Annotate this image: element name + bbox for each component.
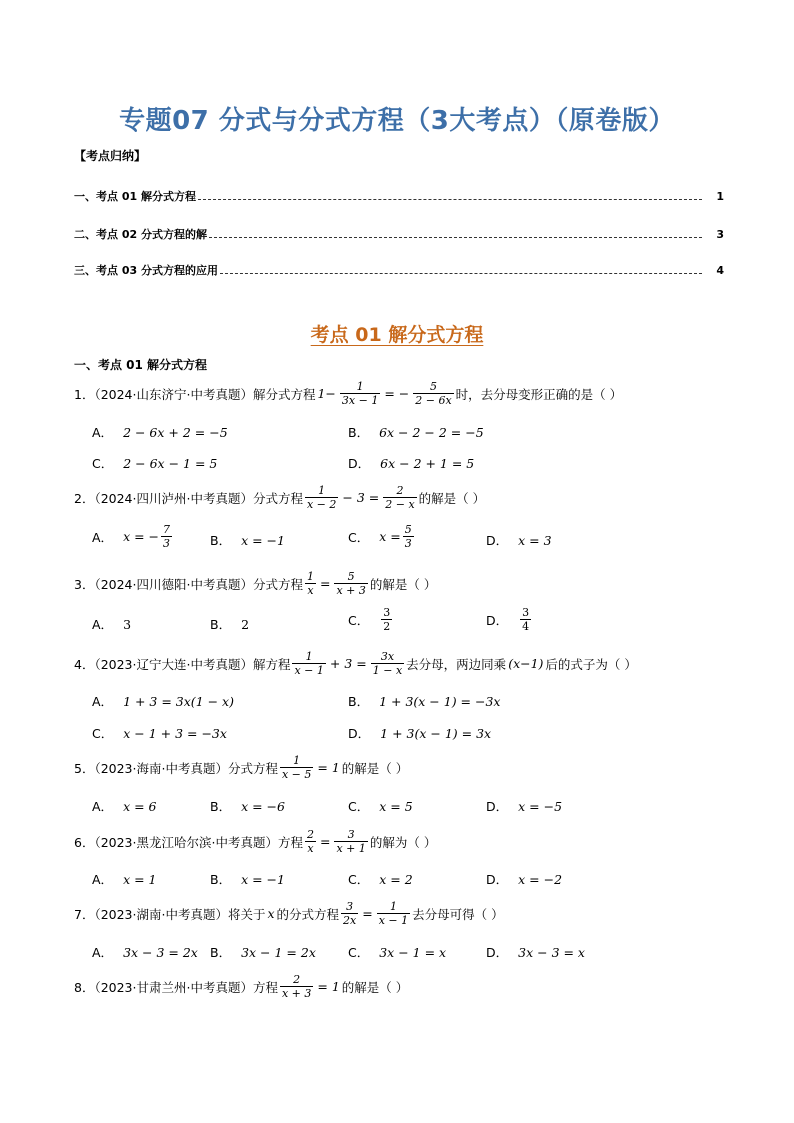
option-text: 2 − 6x + 2 = −5 [123,424,228,440]
fraction [403,523,414,550]
toc-page: 1 [716,190,724,203]
option-label: D． [486,533,509,548]
math-term: = [362,906,373,921]
math-term: = 1 [317,979,340,994]
question-tail: 后的式子为（ ） [545,656,637,672]
question-stem: 1．（2024·山东济宁·中考真题）解分式方程 [74,386,316,402]
option-c[interactable] [348,606,394,633]
denominator: x + 3 [281,987,312,1000]
option-text: x = 2 [379,871,413,887]
option-c[interactable] [348,870,413,888]
denominator: x + 3 [336,584,366,597]
fraction [305,570,316,597]
option-label: D． [486,872,509,887]
numerator: 3 [346,900,354,913]
option-d[interactable] [486,531,552,549]
denominator: x − 1 [294,664,324,677]
option-label: A． [92,799,114,814]
option-a[interactable] [92,692,234,710]
denominator: 4 [522,620,530,633]
denominator: 2 − x [385,498,415,511]
option-label: D． [348,726,371,741]
option-label: C． [348,945,370,960]
option-text: x = 1 [123,871,157,887]
math-term: = 1 [317,760,340,775]
option-label: B． [210,617,232,632]
option-a[interactable] [92,797,157,815]
option-label: B． [210,945,232,960]
option-text: x = 5 [379,798,413,814]
option-text: 3x − 3 = 2x [123,944,198,960]
fraction [161,523,172,550]
option-text: 3 [123,616,132,632]
question-3 [74,570,436,597]
denominator: 3 [404,537,412,550]
option-label: A． [92,694,114,709]
numerator: 3x [380,650,395,663]
option-text: 3x − 3 = x [518,944,585,960]
toc-item-2[interactable] [74,226,724,242]
option-d[interactable] [348,454,474,472]
option-label: C． [348,799,370,814]
math-term: x [267,906,275,921]
fraction [377,900,410,927]
question-tail: 的解是（ ） [341,760,409,776]
math-term: = [319,834,331,849]
question-stem: 3．（2024·四川德阳·中考真题）分式方程 [74,576,303,592]
option-label: A． [92,529,114,545]
option-label: C． [348,612,370,628]
fraction [305,828,316,855]
option-text: 2 [241,616,250,632]
option-text: 1 + 3 = 3x(1 − x) [123,693,234,709]
toc-item-1[interactable] [74,188,724,204]
question-stem: 6．（2023·黑龙江哈尔滨·中考真题）方程 [74,834,303,850]
option-a[interactable] [92,870,157,888]
option-text: x = −1 [241,532,285,548]
fraction [280,973,313,1000]
numerator: 2 [306,828,314,841]
option-d[interactable] [486,870,562,888]
question-8 [74,973,408,1000]
question-tail: 的解是（ ） [341,979,409,995]
fraction [520,606,531,633]
question-tail: 的解是（ ） [369,576,437,592]
question-stem: 的分式方程 [276,906,340,922]
numerator: 1 [356,380,364,393]
fraction [340,380,380,407]
fraction [381,606,392,633]
question-7 [74,900,504,927]
numerator: 2 [396,484,404,497]
option-b[interactable] [348,423,484,441]
option-text: 3x − 1 = 2x [241,944,316,960]
option-label: A． [92,425,114,440]
option-d[interactable] [486,606,533,633]
denominator: x − 5 [281,768,312,781]
option-text: x = −1 [241,871,285,887]
fraction [371,650,404,677]
toc-page: 4 [716,264,724,277]
option-a[interactable] [92,615,131,633]
toc-heading: 【考点归纳】 [74,149,147,163]
option-b[interactable] [210,943,316,961]
numerator: 5 [347,570,355,583]
denominator: x [307,584,314,597]
option-text: x = 6 [123,798,157,814]
numerator: 1 [305,650,313,663]
option-label: A． [92,872,114,887]
option-text: 1 + 3(x − 1) = 3x [380,725,492,741]
option-label: A． [92,617,114,632]
denominator: x [307,842,314,855]
question-stem: 4．（2023·辽宁大连·中考真题）解方程 [74,656,291,672]
option-d[interactable] [486,797,562,815]
math-term: = − [384,386,410,401]
option-text: x = [379,529,401,544]
numerator: 3 [383,606,391,619]
option-a[interactable] [92,523,174,550]
question-tail: 去分母，两边同乘 [406,656,507,672]
question-4 [74,650,637,677]
option-b[interactable] [210,870,285,888]
option-d[interactable] [348,724,491,742]
option-a[interactable] [92,423,228,441]
option-label: B． [210,872,232,887]
fraction [334,570,367,597]
fraction [341,900,358,927]
denominator: 2 [383,620,391,633]
option-text: x = 3 [518,532,552,548]
option-b[interactable] [210,531,285,549]
option-c[interactable] [348,797,413,815]
question-tail: 的解为（ ） [369,834,437,850]
denominator: 2 − 6x [415,394,452,407]
numerator: 5 [404,523,412,536]
option-text: 3x − 1 = x [379,944,447,960]
option-c[interactable] [92,724,227,742]
numerator: 5 [429,380,437,393]
option-label: B． [210,799,232,814]
question-tail: 去分母可得（ ） [412,906,504,922]
option-label: C． [92,726,114,741]
toc-leader [209,237,702,238]
question-stem: 8．（2023·甘肃兰州·中考真题）方程 [74,979,278,995]
fraction [305,484,338,511]
fraction [280,754,313,781]
math-term: 1− [317,386,336,401]
math-term: = [319,576,331,591]
option-text: 2 − 6x − 1 = 5 [123,455,218,471]
option-text: 6x − 2 − 2 = −5 [379,424,484,440]
option-text: x = − [123,529,160,544]
option-c[interactable] [92,454,217,472]
numerator: 3 [347,828,355,841]
option-text: x = −2 [518,871,563,887]
option-b[interactable] [210,615,249,633]
denominator: 3x − 1 [341,394,379,407]
fraction [292,650,325,677]
option-c[interactable] [348,523,416,550]
fraction [383,484,416,511]
option-c[interactable] [348,943,446,961]
option-b[interactable] [348,692,500,710]
math-term: − 3 = [342,490,380,505]
question-stem: 7．（2023·湖南·中考真题）将关于 [74,906,266,922]
option-label: C． [348,872,370,887]
question-stem: 5．（2023·海南·中考真题）分式方程 [74,760,278,776]
option-label: D． [486,945,509,960]
question-2 [74,484,485,511]
question-tail: 的解是（ ） [418,490,486,506]
numerator: 7 [163,523,171,536]
toc-leader [198,199,702,200]
toc-page: 3 [716,228,724,241]
option-label: D． [486,612,509,628]
option-label: D． [348,456,371,471]
toc-label: 一、考点 01 解分式方程 [74,190,196,203]
numerator: 1 [389,900,397,913]
toc-item-3[interactable] [74,262,724,278]
question-5 [74,754,408,781]
option-b[interactable] [210,797,285,815]
option-text: x = −5 [518,798,563,814]
numerator: 1 [318,484,326,497]
option-label: A． [92,945,114,960]
fraction [334,828,367,855]
subsection-heading: 一、考点 01 解分式方程 [74,358,208,372]
denominator: x − 2 [306,498,337,511]
option-text: x = −6 [241,798,285,814]
numerator: 3 [522,606,530,619]
option-label: B． [348,425,370,440]
math-term: + 3 = [329,656,367,671]
question-1 [74,380,622,407]
numerator: 1 [306,570,314,583]
option-text: 1 + 3(x − 1) = −3x [379,693,501,709]
fraction [413,380,453,407]
question-stem: 2．（2024·四川泸州·中考真题）分式方程 [74,490,303,506]
option-label: C． [348,529,370,545]
option-text: 6x − 2 + 1 = 5 [380,455,475,471]
option-label: C． [92,456,114,471]
toc-leader [220,273,702,274]
denominator: 3 [163,537,171,550]
option-text: x − 1 + 3 = −3x [123,725,227,741]
toc-label: 二、考点 02 分式方程的解 [74,228,207,241]
numerator: 1 [293,754,301,767]
numerator: 2 [293,973,301,986]
math-term: (x−1) [508,656,544,671]
section-title: 考点 01 解分式方程 [310,324,484,346]
denominator: x + 1 [336,842,366,855]
denominator: 2x [343,914,357,927]
denominator: 1 − x [372,664,403,677]
denominator: x − 1 [378,914,409,927]
option-label: B． [210,533,232,548]
option-label: D． [486,799,509,814]
option-label: B． [348,694,370,709]
question-6 [74,828,436,855]
toc-label: 三、考点 03 分式方程的应用 [74,264,218,277]
option-d[interactable] [486,943,585,961]
page-title: 专题07 分式与分式方程（3大考点）（原卷版） [119,106,675,136]
question-tail: 时，去分母变形正确的是（ ） [455,386,623,402]
option-a[interactable] [92,943,198,961]
